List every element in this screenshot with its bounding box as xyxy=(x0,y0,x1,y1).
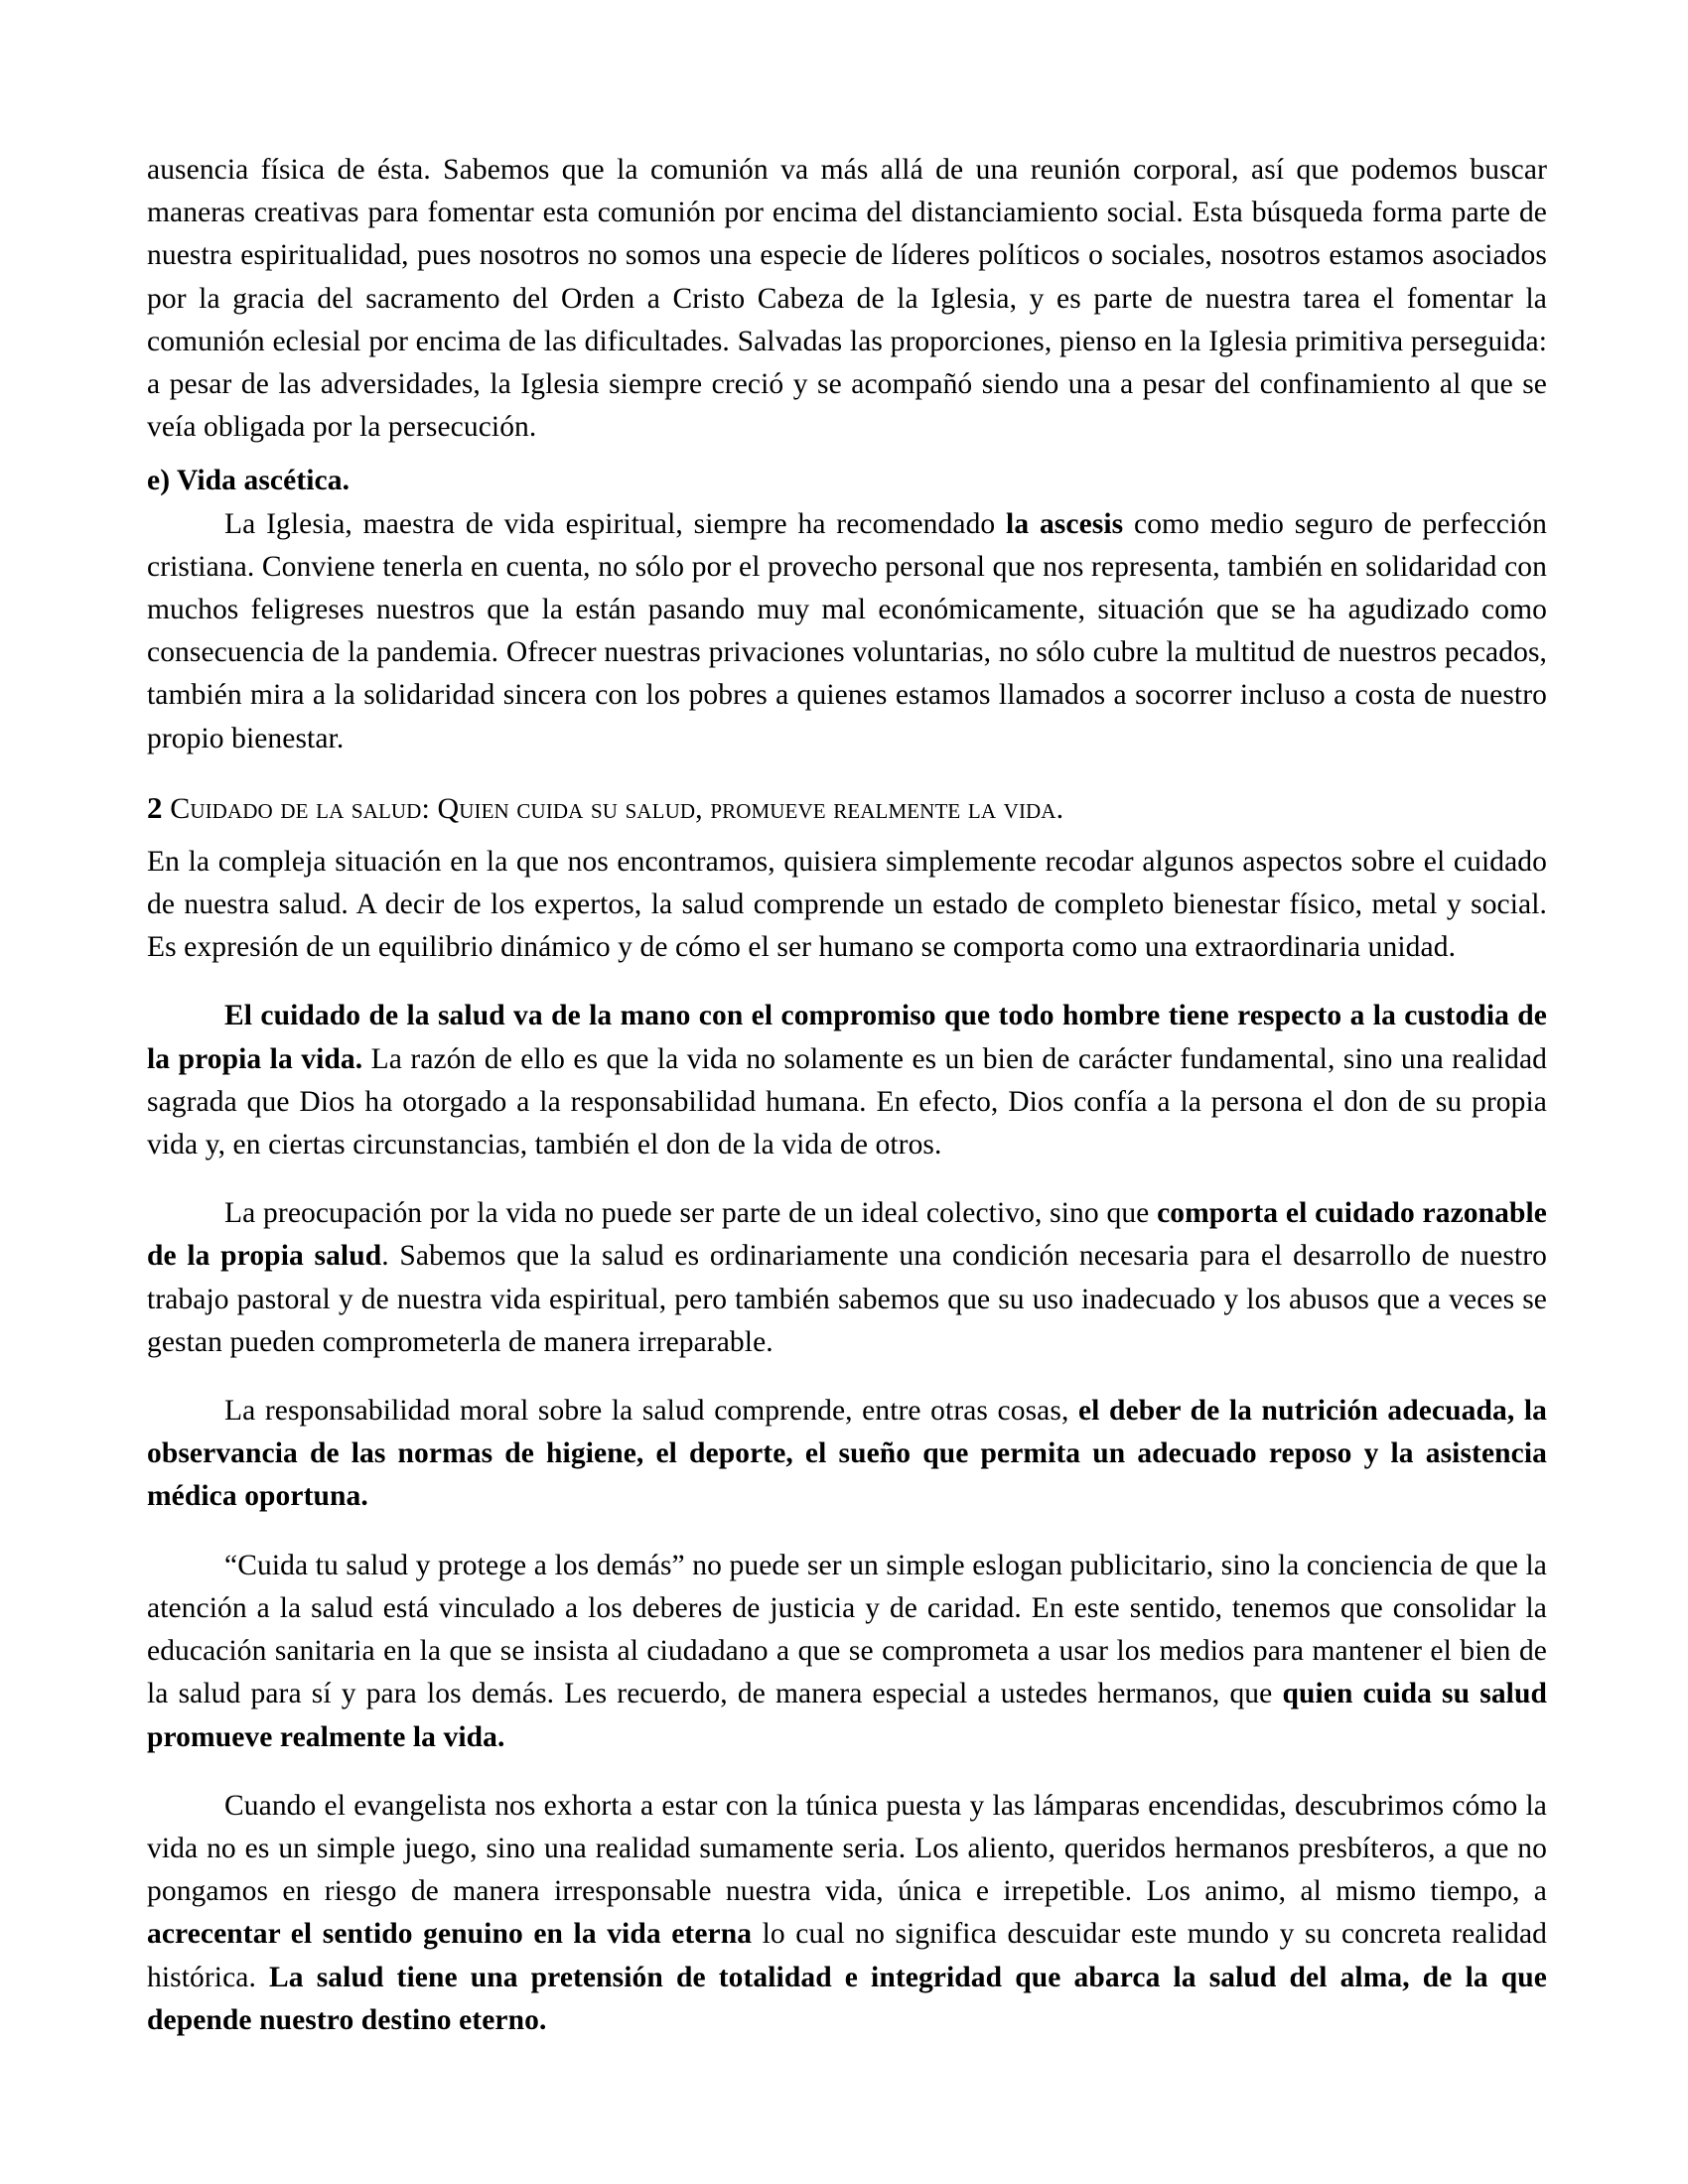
spacer xyxy=(147,1364,1547,1390)
spacer xyxy=(147,449,1547,460)
spacer xyxy=(147,1519,1547,1545)
paragraph-eslogan-cuida-tu-salud xyxy=(147,1545,1547,1759)
text-run: En la compleja situación en la que nos encontramos, quisiera simplemente recodar algunos aspectos sobre el cuidado de nuestra salud. A decir de los expertos, la salud comprende un estado de completo bienestar físico, metal y social. Es expresión de un equilibrio dinámico y de cómo el ser humano se comporta como una extraordinaria unidad. xyxy=(147,845,1547,964)
text-run-bold: el deber de la nutrición adecuada, la observancia de las normas de higiene, el deporte, el sueño que permita un adecuado reposo y la asistencia médica oportuna. xyxy=(147,1395,1547,1513)
text-run: Cuando el evangelista nos exhorta a estar con la túnica puesta y las lámparas encendidas, descubrimos cómo la vida no es un simple juego, sino una realidad sumamente seria. Los aliento, queridos hermanos presbíteros, a que no pongamos en riesgo de manera irresponsable nuestra vida, única e irrepetible. Los animo, al mismo tiempo, a xyxy=(147,1789,1547,1908)
sub-heading-vida-ascetica: e) Vida ascética. xyxy=(147,465,351,497)
text-run-bold: La salud tiene una pretensión de totalidad e integridad que abarca la salud del alma, de la que depende nuestro destino eterno. xyxy=(147,1961,1547,2036)
section-heading-text: Cuidado de la salud: Quien cuida su salud, promueve realmente la vida. xyxy=(170,791,1064,825)
paragraph-preocupacion-vida xyxy=(147,1192,1547,1364)
paragraph-comunion xyxy=(147,149,1547,449)
text-run: La responsabilidad moral sobre la salud comprende, entre otras cosas, xyxy=(224,1395,1078,1428)
paragraph-compleja-situacion xyxy=(147,841,1547,970)
paragraph-cuidado-salud xyxy=(147,995,1547,1166)
text-run: La razón de ello es que la vida no solamente es un bien de carácter fundamental, sino una realidad sagrada que Dios ha otorgado a la responsabilidad humana. En efecto, Dios confía a la persona el don de su propia vida y, en ciertas circunstancias, también el don de la vida de otros. xyxy=(147,1042,1547,1161)
spacer xyxy=(147,830,1547,841)
text-run: lo cual no significa descuidar este mundo y su concreta realidad histórica. xyxy=(147,1918,1547,1993)
paragraph-evangelista xyxy=(147,1785,1547,2042)
paragraph-ascesis xyxy=(147,503,1547,760)
paragraph-responsabilidad-moral xyxy=(147,1390,1547,1519)
text-run: La preocupación por la vida no puede ser parte de un ideal colectivo, sino que xyxy=(224,1197,1158,1230)
text-run: . Sabemos que la salud es ordinariamente una condición necesaria para el desarrollo de nuestro trabajo pastoral y de nuestra vida espiritual, pero también sabemos que su uso inadecuado y los abusos que a veces se gestan pueden comprometerla de manera irreparable. xyxy=(147,1240,1547,1358)
spacer xyxy=(147,1759,1547,1785)
text-run: ausencia física de ésta. Sabemos que la comunión va más allá de una reunión corporal, así que podemos buscar maneras creativas para fomentar esta comunión por encima del distanciamiento social. Esta búsqueda forma parte de nuestra espiritualidad, pues nosotros no somos una especie de líderes políticos o sociales, nosotros estamos asociados por la gracia del sacramento del Orden a Cristo Cabeza de la Iglesia, y es parte de nuestra tarea el fomentar la comunión eclesial por encima de las dificultades. Salvadas las proporciones, pienso en la Iglesia primitiva perseguida: a pesar de las adversidades, la Iglesia siempre creció y se acompañó siendo una a pesar del confinamiento al que se veía obligada por la persecución. xyxy=(147,154,1547,444)
text-run-bold: acrecentar el sentido genuino en la vida eterna xyxy=(147,1918,753,1951)
spacer xyxy=(147,969,1547,995)
text-run-bold: El cuidado de la salud va de la mano con el compromiso que todo hombre tiene respecto a la custodia de la propia la vida. xyxy=(147,1000,1547,1075)
text-run: “Cuida tu salud y protege a los demás” no puede ser un simple eslogan publicitario, sino la conciencia de que la atención a la salud está vinculado a los deberes de justicia y de caridad. En este sentido, tenemos que consolidar la educación sanitaria en la que se insista al ciudadano a que se comprometa a usar los medios para mantener el bien de la salud para sí y para los demás. Les recuerdo, de manera especial a ustedes hermanos, que xyxy=(147,1549,1547,1710)
spacer xyxy=(147,1166,1547,1192)
text-run: La Iglesia, maestra de vida espiritual, siempre ha recomendado xyxy=(224,507,1007,540)
section-heading-cuidado-salud xyxy=(147,786,1547,830)
spacer xyxy=(147,760,1547,786)
section-number: 2 xyxy=(147,789,163,825)
text-run-bold: la ascesis xyxy=(1006,507,1124,540)
text-run-bold: comporta el cuidado razonable de la propia salud xyxy=(147,1197,1547,1273)
document-body xyxy=(147,149,1547,2042)
text-run: como medio seguro de perfección cristiana. Conviene tenerla en cuenta, no sólo por el provecho personal que nos representa, también en solidaridad con muchos feligreses nuestros que la están pasando muy mal económicamente, situación que se ha agudizado como consecuencia de la pandemia. Ofrecer nuestras privaciones voluntarias, no sólo cubre la multitud de nuestros pecados, también mira a la solidaridad sincera con los pobres a quienes estamos llamados a socorrer incluso a costa de nuestro propio bienestar. xyxy=(147,507,1547,754)
text-run-bold: quien cuida su salud promueve realmente la vida. xyxy=(147,1678,1547,1753)
